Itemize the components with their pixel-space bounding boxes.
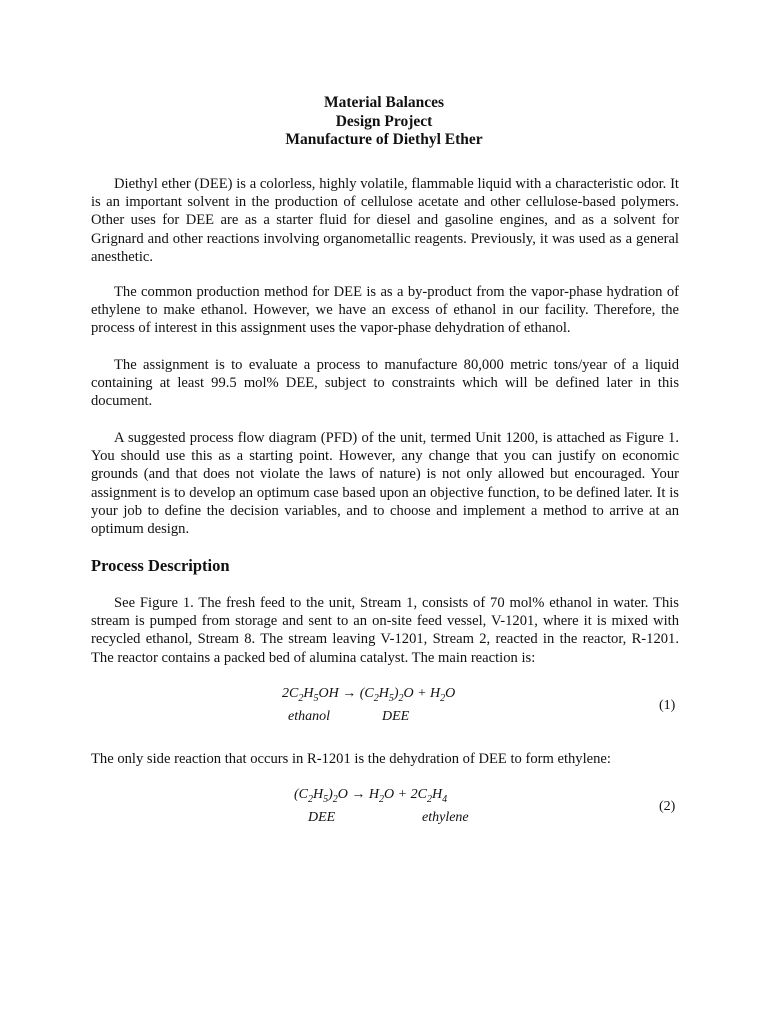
paragraph-pfd bbox=[91, 429, 679, 538]
paragraph-process-text: See Figure 1. The fresh feed to the unit, Stream 1, consists of 70 mol% ethanol in water. This stream is pumped from storage and sent to an on-site feed vessel, V-1201, where it is mixed with recycled ethanol, Stream 8. The stream leaving V-1201, Stream 2, reacted in the reactor, R-1201. The reactor contains a packed bed of alumina catalyst. The main reaction is: bbox=[91, 595, 679, 666]
equation-2-label-ethylene: ethylene bbox=[422, 810, 469, 825]
paragraph-production bbox=[91, 283, 679, 338]
paragraph-assignment bbox=[91, 356, 679, 411]
title-line-2: Design Project bbox=[335, 112, 433, 130]
paragraph-intro bbox=[91, 175, 679, 266]
paragraph-production-text: The common production method for DEE is as a by-product from the vapor-phase hydration of ethylene to make ethanol. However, we have an excess of ethanol in our facility. Therefore, the process of interest in this assignment uses the vapor-phase dehydration of ethanol. bbox=[91, 284, 679, 337]
paragraph-side-reaction bbox=[91, 750, 679, 768]
paragraph-intro-text: Diethyl ether (DEE) is a colorless, highly volatile, flammable liquid with a characteristic odor. It is an important solvent in the production of cellulose acetate and other cellulose-based polymers. Other uses for DEE are as a starter fluid for diesel and gasoline engines, and as a solvent for Grignard and other reactions involving organometallic reagents. Previously, it was used as a general anesthetic. bbox=[91, 176, 679, 265]
paragraph-assignment-text: The assignment is to evaluate a process to manufacture 80,000 metric tons/year of a liquid containing at least 99.5 mol% DEE, subject to constraints which will be defined later in this document. bbox=[91, 357, 679, 410]
equation-2-number: (2) bbox=[659, 799, 676, 814]
paragraph-process bbox=[91, 594, 679, 667]
paragraph-pfd-text: A suggested process flow diagram (PFD) of the unit, termed Unit 1200, is attached as Figure 1. You should use this as a starting point. However, any change that you can justify on economic grounds (and that does not violate the laws of nature) is not only allowed but encouraged. Your assignment is to develop an optimum case based upon an objective function, to be defined later. It is your job to define the decision variables, and to choose and implement a method to arrive at an optimum design. bbox=[91, 430, 679, 538]
equation-2: $(C_2H_5)_2O \to H_2O + 2C_2H_4$ bbox=[294, 787, 448, 805]
title-line-3: Manufacture of Diethyl Ether bbox=[285, 131, 483, 148]
title-line-1: Material Balances bbox=[323, 94, 445, 111]
paragraph-side-reaction-text: The only side reaction that occurs in R-1201 is the dehydration of DEE to form ethylene: bbox=[91, 751, 611, 767]
section-heading: Process Description bbox=[91, 556, 230, 575]
equation-1-label-dee: DEE bbox=[382, 709, 410, 724]
equation-1-number: (1) bbox=[659, 698, 676, 713]
equation-1: $2C_2H_5OH \to (C_2H_5)_2O + H_2O$ bbox=[282, 686, 456, 704]
document-title bbox=[0, 94, 768, 150]
equation-2-label-dee: DEE bbox=[308, 810, 336, 825]
equation-1-label-ethanol: ethanol bbox=[288, 709, 330, 724]
